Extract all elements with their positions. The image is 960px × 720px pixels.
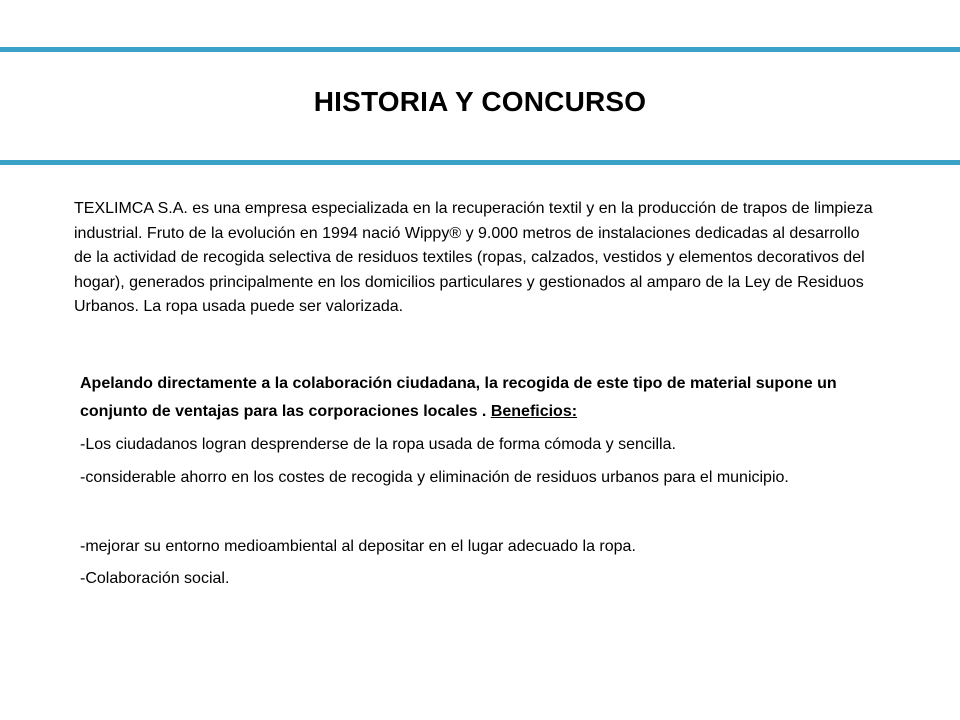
benefits-heading: Beneficios: <box>490 403 578 420</box>
benefit-item: -Colaboración social. <box>80 570 230 587</box>
benefit-item: -mejorar su entorno medioambiental al depositar en el lugar adecuado la ropa. <box>80 538 636 555</box>
lead-paragraph <box>80 370 880 426</box>
bottom-divider-line <box>0 160 960 165</box>
benefit-item: -Los ciudadanos logran desprenderse de la ropa usada de forma cómoda y sencilla. <box>80 436 676 453</box>
intro-paragraph: TEXLIMCA S.A. es una empresa especializada en la recuperación textil y en la producción de trapos de limpieza industrial. Fruto de la evolución en 1994 nació Wippy® y 9.000 metros de instalaciones dedicadas al desarrollo de la actividad de recogida selectiva de residuos textiles (ropas, calzados, vestidos y elementos decorativos del hogar), generados principalmente en los domicilios particulares y gestionados al amparo de la Ley de Residuos Urbanos. La ropa usada puede ser valorizada. <box>74 200 873 315</box>
lead-text: Apelando directamente a la colaboración ciudadana, la recogida de este tipo de material supone un conjunto de ventajas para las corporaciones locales . <box>80 375 837 420</box>
slide-title: HISTORIA Y CONCURSO <box>313 86 647 117</box>
benefit-item: -considerable ahorro en los costes de recogida y eliminación de residuos urbanos para el municipio. <box>80 469 789 486</box>
top-divider-line <box>0 47 960 52</box>
